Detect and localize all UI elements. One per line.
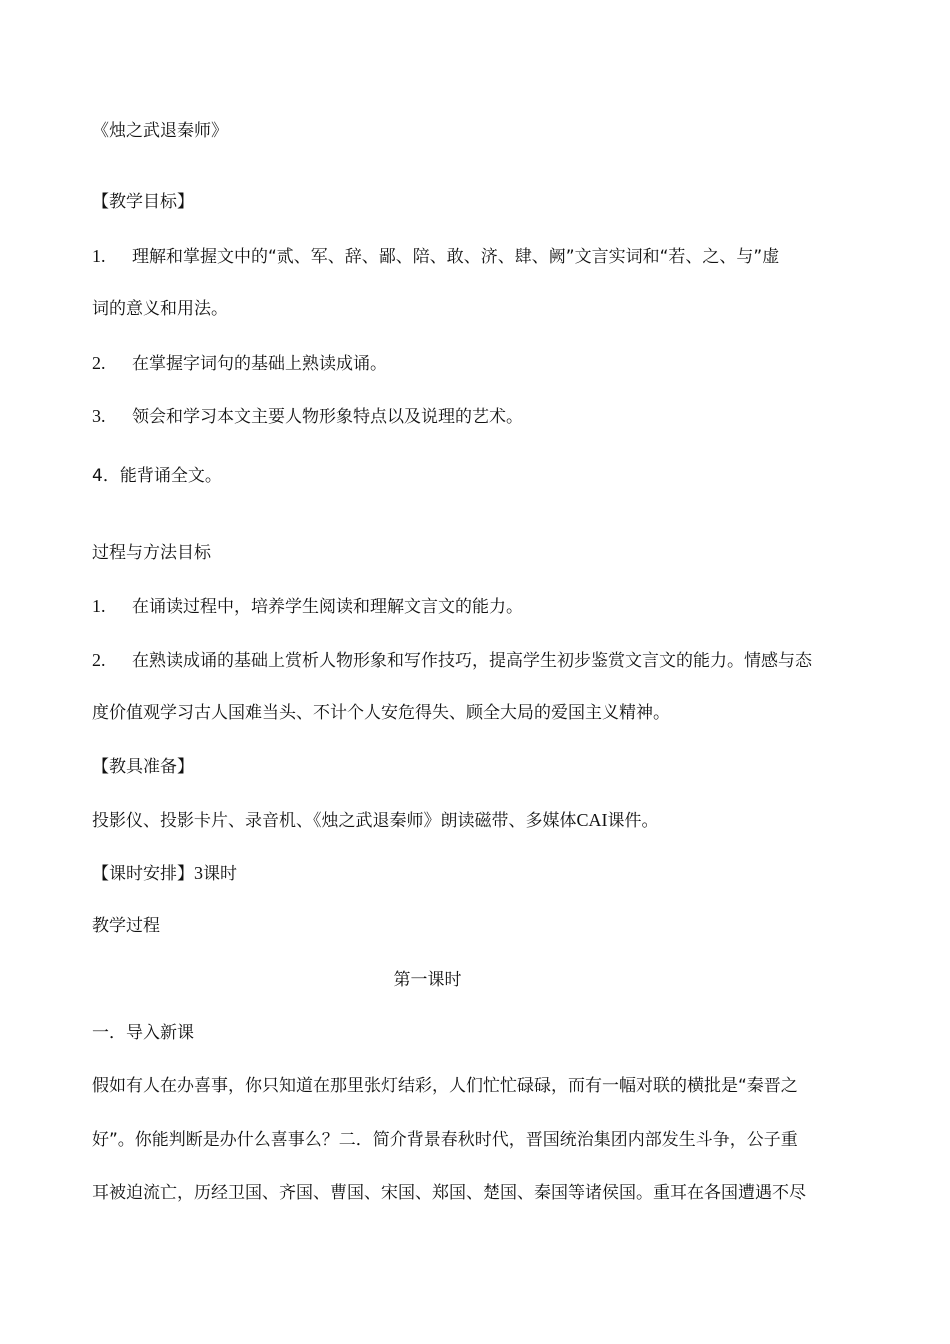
paragraph-line: 好”。你能判断是办什么喜事么？二．简介背景春秋时代，晋国统治集团内部发生斗争，公子重 bbox=[92, 1130, 798, 1150]
process-item-2-continued: 度价值观学习古人国难当头、不计个人安危得失、顾全大局的爱国主义精神。 bbox=[92, 703, 670, 723]
tools-text-end: 课件。 bbox=[607, 811, 659, 831]
tools-heading: 【教具准备】 bbox=[92, 757, 194, 777]
item-text: 领会和学习本文主要人物形象特点以及说理的艺术。 bbox=[132, 407, 523, 427]
item-number: 2. bbox=[92, 650, 106, 670]
item-text: 理解和掌握文中的“贰、军、辞、鄙、陪、敢、济、肆、阙”文言实词和“若、之、与”虚 bbox=[132, 247, 780, 267]
item-text: 在诵读过程中，培养学生阅读和理解文言文的能力。 bbox=[132, 597, 523, 617]
process-item-1 bbox=[92, 595, 862, 618]
objectives-heading: 【教学目标】 bbox=[92, 192, 194, 212]
section-heading: 一．导入新课 bbox=[92, 1023, 194, 1043]
lesson-title: 第一课时 bbox=[393, 970, 462, 990]
tools-text-main: 投影仪、投影卡片、录音机、《烛之武退秦师》朗读磁带、多媒体 bbox=[92, 811, 577, 831]
item-number: 1. bbox=[92, 246, 106, 266]
item-number: 3. bbox=[92, 406, 106, 426]
schedule-unit: 课时 bbox=[203, 864, 237, 884]
objective-item-3 bbox=[92, 405, 862, 428]
item-text: 在掌握字词句的基础上熟读成诵。 bbox=[132, 354, 387, 374]
schedule-label: 【课时安排】 bbox=[92, 864, 194, 884]
objective-item-1 bbox=[92, 245, 862, 268]
objective-item-1-continued: 词的意义和用法。 bbox=[92, 299, 228, 319]
document-title: 《烛之武退秦师》 bbox=[92, 121, 228, 141]
teaching-process-heading: 教学过程 bbox=[92, 916, 160, 936]
paragraph-line: 假如有人在办喜事，你只知道在那里张灯结彩，人们忙忙碌碌，而有一幅对联的横批是“秦晋之 bbox=[92, 1076, 798, 1096]
objective-item-4: 4．能背诵全文。 bbox=[92, 466, 222, 486]
tools-text-latin: CAI bbox=[576, 810, 608, 830]
paragraph-line: 耳被迫流亡，历经卫国、齐国、曹国、宋国、郑国、楚国、秦国等诸侯国。重耳在各国遭遇不尽 bbox=[92, 1183, 806, 1203]
objective-item-2 bbox=[92, 352, 862, 375]
item-number: 1. bbox=[92, 596, 106, 616]
item-text: 在熟读成诵的基础上赏析人物形象和写作技巧，提高学生初步鉴赏文言文的能力。情感与态 bbox=[132, 651, 812, 671]
process-item-2 bbox=[92, 649, 862, 672]
process-heading: 过程与方法目标 bbox=[92, 543, 211, 563]
schedule-line bbox=[92, 862, 862, 885]
tools-text bbox=[92, 809, 862, 832]
item-number: 2. bbox=[92, 353, 106, 373]
schedule-number: 3 bbox=[194, 863, 203, 883]
